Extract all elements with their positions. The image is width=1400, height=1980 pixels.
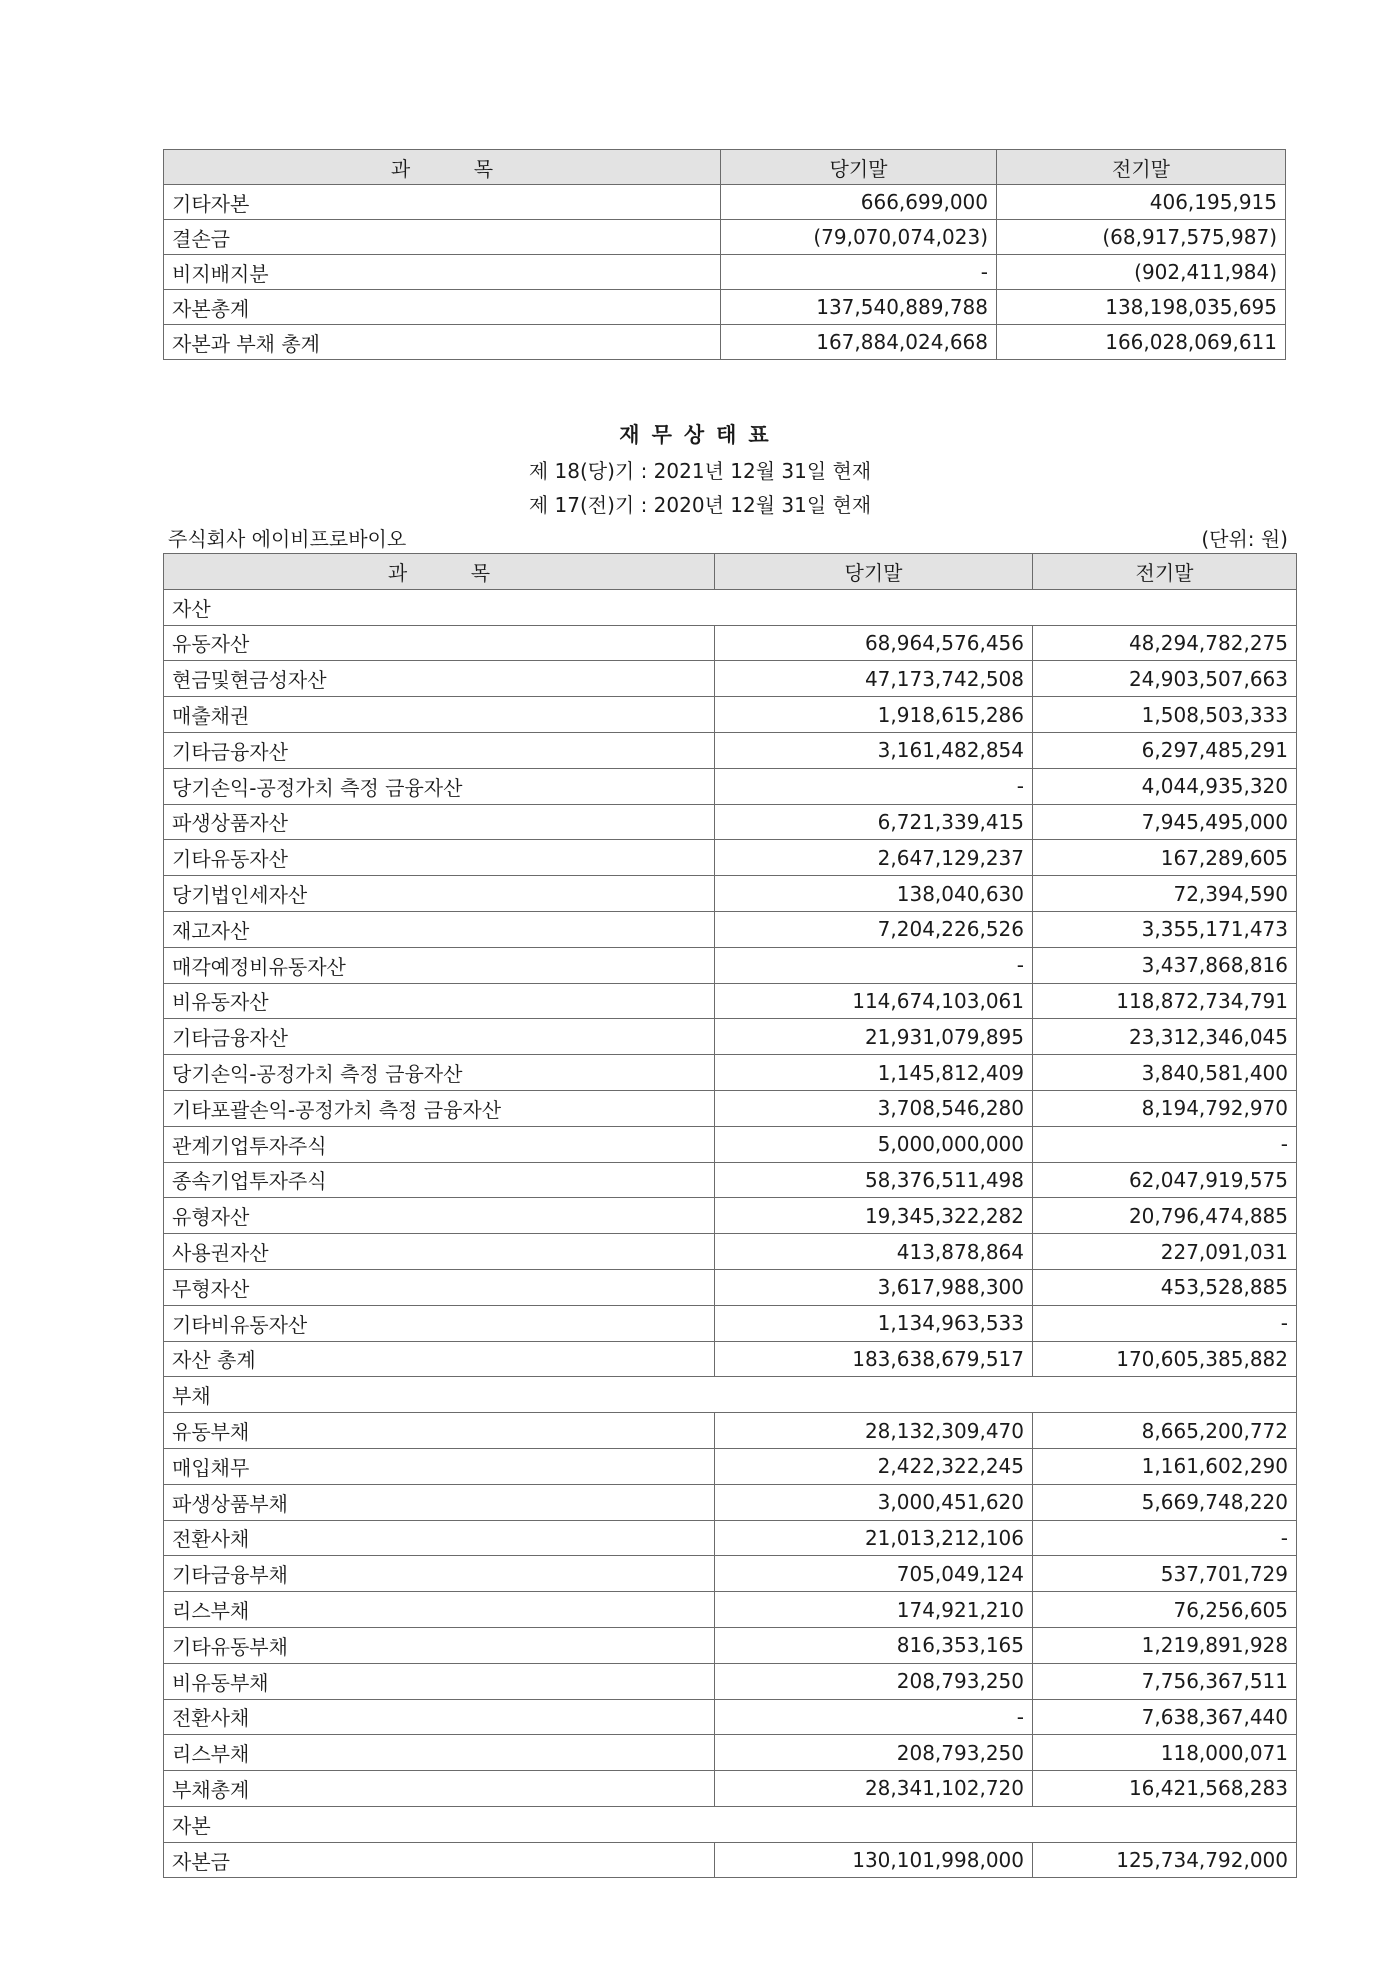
table-row (164, 255, 1286, 290)
table-row (164, 185, 1286, 220)
current-value: 7,204,226,526 (715, 911, 1033, 947)
table-row (164, 1556, 1297, 1592)
account-label: 매출채권 (164, 697, 715, 733)
prior-value: 3,840,581,400 (1033, 1055, 1297, 1091)
prior-value: 5,669,748,220 (1033, 1484, 1297, 1520)
table-row (164, 1055, 1297, 1091)
account-label: 자본과 부채 총계 (164, 325, 721, 360)
prior-value: - (1033, 1126, 1297, 1162)
prior-value: 62,047,919,575 (1033, 1162, 1297, 1198)
table-row (164, 1019, 1297, 1055)
table-row (164, 1771, 1297, 1807)
header-prior: 전기말 (1033, 554, 1297, 590)
header-account: 과 목 (164, 150, 721, 185)
table-row (164, 697, 1297, 733)
account-label: 재고자산 (164, 911, 715, 947)
account-label: 사용권자산 (164, 1234, 715, 1270)
table-row (164, 1413, 1297, 1449)
account-label: 유형자산 (164, 1198, 715, 1234)
account-label: 기타자본 (164, 185, 721, 220)
account-label: 무형자산 (164, 1269, 715, 1305)
section-row (164, 1377, 1297, 1413)
table-row (164, 1162, 1297, 1198)
prior-value: 4,044,935,320 (1033, 768, 1297, 804)
current-value: 68,964,576,456 (715, 625, 1033, 661)
account-label: 파생상품부채 (164, 1484, 715, 1520)
prior-value: 16,421,568,283 (1033, 1771, 1297, 1807)
table-row (164, 1735, 1297, 1771)
table-row (164, 1234, 1297, 1270)
table-row (164, 1448, 1297, 1484)
account-label: 기타유동자산 (164, 840, 715, 876)
table-row (164, 290, 1286, 325)
current-value: 28,132,309,470 (715, 1413, 1033, 1449)
current-value: - (715, 768, 1033, 804)
account-label: 리스부채 (164, 1735, 715, 1771)
current-value: 816,353,165 (715, 1627, 1033, 1663)
prior-value: 7,638,367,440 (1033, 1699, 1297, 1735)
current-value: 21,931,079,895 (715, 1019, 1033, 1055)
table-row (164, 983, 1297, 1019)
table-row (164, 804, 1297, 840)
account-label: 비유동자산 (164, 983, 715, 1019)
table-row (164, 325, 1286, 360)
account-label: 리스부채 (164, 1592, 715, 1628)
prior-value: 3,437,868,816 (1033, 947, 1297, 983)
current-value: 208,793,250 (715, 1735, 1033, 1771)
current-value: 2,422,322,245 (715, 1448, 1033, 1484)
current-value: - (721, 255, 997, 290)
current-value: 1,134,963,533 (715, 1305, 1033, 1341)
table-row (164, 876, 1297, 912)
account-label: 부채총계 (164, 1771, 715, 1807)
current-value: 114,674,103,061 (715, 983, 1033, 1019)
section-label: 자산 (164, 589, 1297, 625)
current-value: 3,000,451,620 (715, 1484, 1033, 1520)
current-value: 130,101,998,000 (715, 1842, 1033, 1878)
account-label: 기타비유동자산 (164, 1305, 715, 1341)
prior-value: 3,355,171,473 (1033, 911, 1297, 947)
prior-value: 118,872,734,791 (1033, 983, 1297, 1019)
table-row (164, 1305, 1297, 1341)
account-label: 당기법인세자산 (164, 876, 715, 912)
period-current: 제 18(당)기 : 2021년 12월 31일 현재 (528, 459, 872, 483)
prior-value: 8,665,200,772 (1033, 1413, 1297, 1449)
company-name: 주식회사 에이비프로바이오 (168, 527, 407, 551)
table-row (164, 1126, 1297, 1162)
section-label: 자본 (164, 1806, 1297, 1842)
header-prior: 전기말 (997, 150, 1286, 185)
table-row (164, 732, 1297, 768)
section-row (164, 589, 1297, 625)
table-row (164, 1269, 1297, 1305)
prior-value: 1,219,891,928 (1033, 1627, 1297, 1663)
account-label: 전환사채 (164, 1699, 715, 1735)
unit-label: (단위: 원) (1201, 527, 1288, 551)
prior-value: 7,756,367,511 (1033, 1663, 1297, 1699)
account-label: 종속기업투자주식 (164, 1162, 715, 1198)
prior-value: 453,528,885 (1033, 1269, 1297, 1305)
current-value: 1,145,812,409 (715, 1055, 1033, 1091)
balance-sheet-table (163, 553, 1297, 1878)
current-value: (79,070,074,023) (721, 220, 997, 255)
prior-value: 48,294,782,275 (1033, 625, 1297, 661)
account-label: 당기손익-공정가치 측정 금융자산 (164, 1055, 715, 1091)
section-row (164, 1806, 1297, 1842)
account-label: 매각예정비유동자산 (164, 947, 715, 983)
account-label: 기타금융자산 (164, 732, 715, 768)
header-current: 당기말 (715, 554, 1033, 590)
prior-value: 138,198,035,695 (997, 290, 1286, 325)
current-value: 705,049,124 (715, 1556, 1033, 1592)
current-value: 1,918,615,286 (715, 697, 1033, 733)
account-label: 자본금 (164, 1842, 715, 1878)
current-value: - (715, 1699, 1033, 1735)
table-row (164, 1520, 1297, 1556)
prior-value: 170,605,385,882 (1033, 1341, 1297, 1377)
prior-value: 125,734,792,000 (1033, 1842, 1297, 1878)
account-label: 관계기업투자주식 (164, 1126, 715, 1162)
account-label: 기타금융자산 (164, 1019, 715, 1055)
account-label: 비지배지분 (164, 255, 721, 290)
current-value: 47,173,742,508 (715, 661, 1033, 697)
prior-value: 118,000,071 (1033, 1735, 1297, 1771)
account-label: 결손금 (164, 220, 721, 255)
account-label: 기타금융부채 (164, 1556, 715, 1592)
equity-continuation-table (163, 149, 1286, 360)
account-label: 당기손익-공정가치 측정 금융자산 (164, 768, 715, 804)
current-value: 58,376,511,498 (715, 1162, 1033, 1198)
prior-value: (68,917,575,987) (997, 220, 1286, 255)
table-row (164, 1627, 1297, 1663)
current-value: 6,721,339,415 (715, 804, 1033, 840)
current-value: 2,647,129,237 (715, 840, 1033, 876)
prior-value: 1,161,602,290 (1033, 1448, 1297, 1484)
prior-value: 166,028,069,611 (997, 325, 1286, 360)
header-account: 과 목 (164, 554, 715, 590)
current-value: 5,000,000,000 (715, 1126, 1033, 1162)
table-row (164, 947, 1297, 983)
table-row (164, 220, 1286, 255)
prior-value: 406,195,915 (997, 185, 1286, 220)
period-prior: 제 17(전)기 : 2020년 12월 31일 현재 (528, 493, 872, 517)
current-value: 666,699,000 (721, 185, 997, 220)
current-value: 19,345,322,282 (715, 1198, 1033, 1234)
current-value: 28,341,102,720 (715, 1771, 1033, 1807)
table-row (164, 840, 1297, 876)
table-row (164, 1663, 1297, 1699)
prior-value: (902,411,984) (997, 255, 1286, 290)
account-label: 자산 총계 (164, 1341, 715, 1377)
prior-value: - (1033, 1520, 1297, 1556)
table-row (164, 1699, 1297, 1735)
prior-value: 537,701,729 (1033, 1556, 1297, 1592)
table-row (164, 768, 1297, 804)
header-row (164, 554, 1297, 590)
current-value: 21,013,212,106 (715, 1520, 1033, 1556)
header-current: 당기말 (721, 150, 997, 185)
section-label: 부채 (164, 1377, 1297, 1413)
current-value: 3,708,546,280 (715, 1090, 1033, 1126)
account-label: 비유동부채 (164, 1663, 715, 1699)
current-value: 183,638,679,517 (715, 1341, 1033, 1377)
prior-value: 6,297,485,291 (1033, 732, 1297, 768)
account-label: 자본총계 (164, 290, 721, 325)
prior-value: 23,312,346,045 (1033, 1019, 1297, 1055)
current-value: 137,540,889,788 (721, 290, 997, 325)
table-row (164, 1484, 1297, 1520)
prior-value: 24,903,507,663 (1033, 661, 1297, 697)
prior-value: 7,945,495,000 (1033, 804, 1297, 840)
current-value: 174,921,210 (715, 1592, 1033, 1628)
prior-value: 72,394,590 (1033, 876, 1297, 912)
table-row (164, 1592, 1297, 1628)
prior-value: 8,194,792,970 (1033, 1090, 1297, 1126)
current-value: 413,878,864 (715, 1234, 1033, 1270)
account-label: 현금및현금성자산 (164, 661, 715, 697)
prior-value: 167,289,605 (1033, 840, 1297, 876)
account-label: 전환사채 (164, 1520, 715, 1556)
current-value: 3,161,482,854 (715, 732, 1033, 768)
header-row (164, 150, 1286, 185)
table-row (164, 1090, 1297, 1126)
current-value: - (715, 947, 1033, 983)
table-row (164, 1198, 1297, 1234)
table-row (164, 1842, 1297, 1878)
current-value: 3,617,988,300 (715, 1269, 1033, 1305)
account-label: 파생상품자산 (164, 804, 715, 840)
account-label: 매입채무 (164, 1448, 715, 1484)
prior-value: - (1033, 1305, 1297, 1341)
account-label: 유동부채 (164, 1413, 715, 1449)
table-row (164, 1341, 1297, 1377)
prior-value: 227,091,031 (1033, 1234, 1297, 1270)
prior-value: 1,508,503,333 (1033, 697, 1297, 733)
prior-value: 76,256,605 (1033, 1592, 1297, 1628)
table-row (164, 911, 1297, 947)
table-row (164, 625, 1297, 661)
table-row (164, 661, 1297, 697)
account-label: 기타포괄손익-공정가치 측정 금융자산 (164, 1090, 715, 1126)
account-label: 유동자산 (164, 625, 715, 661)
account-label: 기타유동부채 (164, 1627, 715, 1663)
current-value: 208,793,250 (715, 1663, 1033, 1699)
prior-value: 20,796,474,885 (1033, 1198, 1297, 1234)
current-value: 167,884,024,668 (721, 325, 997, 360)
statement-title: 재무상태표 (619, 423, 781, 447)
current-value: 138,040,630 (715, 876, 1033, 912)
